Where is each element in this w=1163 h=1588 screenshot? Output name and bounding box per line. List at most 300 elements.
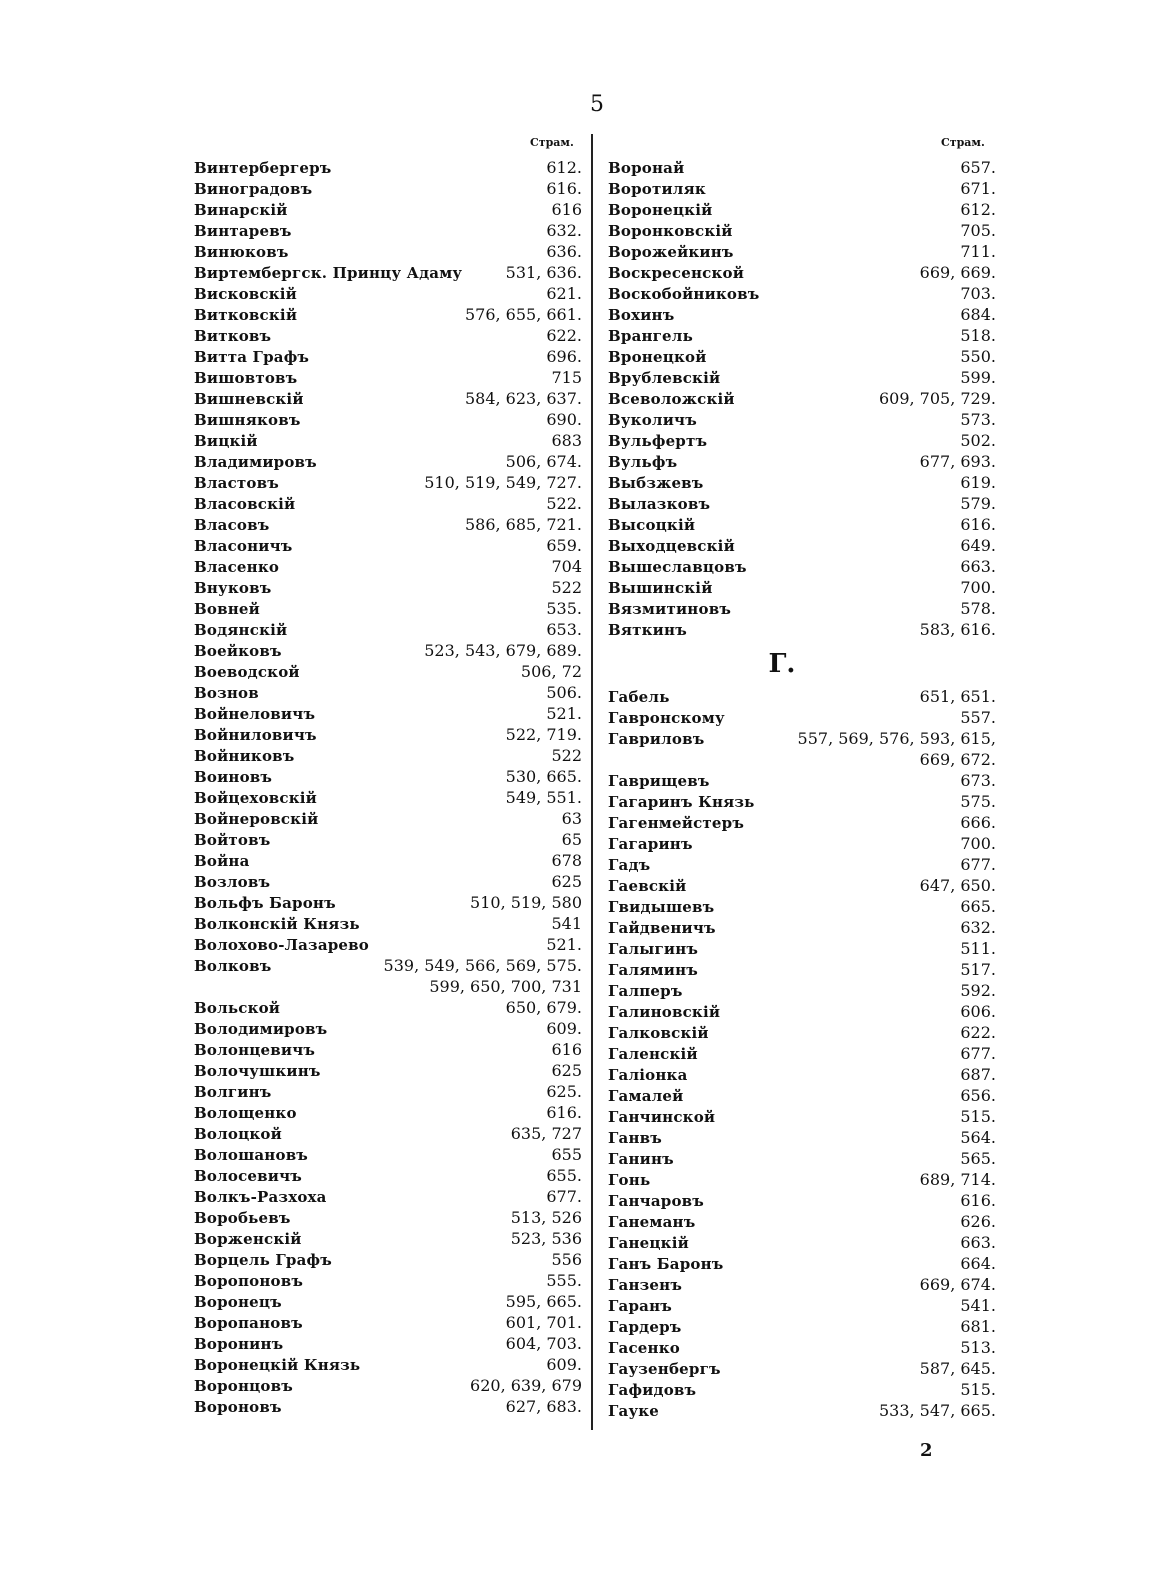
index-entry (194, 872, 582, 893)
index-entry (608, 876, 996, 897)
entry-pages: 673. (960, 771, 996, 790)
entry-pages: 616. (960, 1191, 996, 1210)
index-entry (608, 1002, 996, 1023)
entry-pages: 557. (960, 708, 996, 727)
index-entry (608, 473, 996, 494)
entry-name: Володимировъ (194, 1020, 328, 1038)
entry-pages: 665. (960, 897, 996, 916)
index-entry (608, 305, 996, 326)
index-entry (194, 935, 582, 956)
entry-name: Волковъ (194, 957, 272, 975)
index-entry (194, 1145, 582, 1166)
section-letter: Г. (768, 649, 796, 679)
index-entry (194, 410, 582, 431)
entry-name: Волоцкой (194, 1125, 282, 1143)
entry-name: Галіонка (608, 1066, 688, 1084)
entry-name: Вышеславцовъ (608, 558, 747, 576)
entry-name: Волосевичъ (194, 1167, 302, 1185)
index-entry (608, 1107, 996, 1128)
index-entry (608, 1023, 996, 1044)
page-number: 5 (590, 92, 604, 117)
index-entry (608, 1296, 996, 1317)
entry-pages: 510, 519, 580 (470, 893, 582, 912)
index-entry (608, 284, 996, 305)
entry-pages: 575. (960, 792, 996, 811)
entry-name: Ганчаровъ (608, 1192, 704, 1210)
entry-name: Водянскій (194, 621, 288, 639)
index-entry (194, 347, 582, 368)
entry-name: Гвидышевъ (608, 898, 715, 916)
entry-pages: 622. (960, 1023, 996, 1042)
entry-pages: 515. (960, 1107, 996, 1126)
entry-pages: 669, 674. (919, 1275, 996, 1294)
index-entry (608, 792, 996, 813)
index-entry (194, 1334, 582, 1355)
entry-name: Гагаринъ Князь (608, 793, 755, 811)
entry-name: Гайдвеничъ (608, 919, 716, 937)
entry-pages: 616. (546, 179, 582, 198)
entry-pages: 612. (960, 200, 996, 219)
entry-name: Вохинъ (608, 306, 675, 324)
entry-pages: 535. (546, 599, 582, 618)
entry-name: Вольской (194, 999, 281, 1017)
right-column-header: Страм. (941, 136, 985, 149)
entry-pages: 583, 616. (919, 620, 996, 639)
signature-mark: 2 (920, 1440, 933, 1461)
index-entry (194, 1397, 582, 1418)
entry-pages: 619. (960, 473, 996, 492)
entry-name: Виноградовъ (194, 180, 313, 198)
entry-pages: 584, 623, 637. (464, 389, 582, 408)
index-entry (194, 767, 582, 788)
index-entry (608, 599, 996, 620)
index-entry (608, 494, 996, 515)
entry-pages: 704 (551, 557, 582, 576)
entry-name: Ганеманъ (608, 1213, 696, 1231)
entry-name: Гаевскій (608, 877, 687, 895)
index-entry (608, 708, 996, 729)
entry-pages: 609. (546, 1019, 582, 1038)
entry-name: Воеводской (194, 663, 300, 681)
index-entry (608, 729, 996, 750)
index-entry (194, 809, 582, 830)
entry-name: Воскобойниковъ (608, 285, 760, 303)
entry-pages: 655 (551, 1145, 582, 1164)
index-entry (608, 1338, 996, 1359)
entry-name: Гауке (608, 1402, 660, 1420)
entry-pages: 666. (960, 813, 996, 832)
entry-pages: 677. (546, 1187, 582, 1206)
entry-pages: 711. (960, 242, 996, 261)
index-entry (608, 1170, 996, 1191)
entry-name: Владимировъ (194, 453, 317, 471)
right-column (608, 158, 996, 1422)
entry-name: Гаранъ (608, 1297, 672, 1315)
index-entry (608, 620, 996, 641)
entry-name: Вознов (194, 684, 259, 702)
entry-pages: 517. (960, 960, 996, 979)
index-entry (194, 1271, 582, 1292)
entry-pages: 703. (960, 284, 996, 303)
index-entry (194, 578, 582, 599)
entry-pages: 690. (546, 410, 582, 429)
index-entry (608, 221, 996, 242)
entry-pages: 635, 727 (510, 1124, 582, 1143)
entry-pages: 556 (551, 1250, 582, 1269)
entry-pages: 616 (551, 200, 582, 219)
entry-pages: 626. (960, 1212, 996, 1231)
entry-pages: 620, 639, 679 (470, 1376, 582, 1395)
index-entry (608, 1275, 996, 1296)
index-entry (194, 179, 582, 200)
entry-name: Воротиляк (608, 180, 706, 198)
index-entry (608, 960, 996, 981)
entry-pages: 515. (960, 1380, 996, 1399)
index-entry (194, 830, 582, 851)
entry-name: Гафидовъ (608, 1381, 697, 1399)
entry-pages: 636. (546, 242, 582, 261)
entry-pages: 651, 651. (919, 687, 996, 706)
entry-name: Галиновскій (608, 1003, 721, 1021)
entry-pages: 506, 72 (520, 662, 582, 681)
index-entry (194, 1019, 582, 1040)
index-entry (608, 1359, 996, 1380)
index-entry (608, 939, 996, 960)
entry-pages: 579. (960, 494, 996, 513)
entry-pages: 656. (960, 1086, 996, 1105)
index-entry (194, 284, 582, 305)
index-entry (194, 998, 582, 1019)
index-entry (194, 221, 582, 242)
entry-name: Ганинъ (608, 1150, 674, 1168)
entry-name: Ворожейкинъ (608, 243, 734, 261)
right-column-bottom (608, 687, 996, 1422)
entry-pages: 684. (960, 305, 996, 324)
index-entry (608, 1233, 996, 1254)
entry-pages: 521. (546, 704, 582, 723)
entry-name: Воронцовъ (194, 1377, 293, 1395)
index-entry (194, 1166, 582, 1187)
entry-pages: 65 (561, 830, 582, 849)
entry-name: Винюковъ (194, 243, 289, 261)
index-entry (194, 788, 582, 809)
entry-name: Волошановъ (194, 1146, 309, 1164)
index-entry (194, 1040, 582, 1061)
entry-name: Воейковъ (194, 642, 282, 660)
entry-name: Винтербергеръ (194, 159, 332, 177)
entry-name: Гавриловъ (608, 730, 705, 748)
entry-pages: 609, 705, 729. (878, 389, 996, 408)
index-entry (608, 326, 996, 347)
index-entry (608, 158, 996, 179)
index-entry (608, 1317, 996, 1338)
entry-name: Воронецкій Князь (194, 1356, 361, 1374)
entry-pages: 578. (960, 599, 996, 618)
index-entry (608, 1149, 996, 1170)
index-entry (194, 242, 582, 263)
index-entry (194, 158, 582, 179)
entry-pages: 657. (960, 158, 996, 177)
entry-name: Вронецкой (608, 348, 707, 366)
entry-name: Вишовтовъ (194, 369, 298, 387)
index-entry (608, 263, 996, 284)
entry-name: Витковскій (194, 306, 298, 324)
entry-pages: 549, 551. (505, 788, 582, 807)
index-entry (194, 1082, 582, 1103)
index-entry (194, 914, 582, 935)
index-entry (608, 1191, 996, 1212)
entry-pages: 715 (551, 368, 582, 387)
entry-pages: 705. (960, 221, 996, 240)
entry-pages: 586, 685, 721. (464, 515, 582, 534)
entry-pages: 683 (551, 431, 582, 450)
entry-pages: 595, 665. (505, 1292, 582, 1311)
entry-name: Вовней (194, 600, 260, 618)
entry-pages: 541 (551, 914, 582, 933)
index-entry (608, 389, 996, 410)
entry-name: Габель (608, 688, 670, 706)
entry-name: Высоцкій (608, 516, 696, 534)
entry-pages: 632. (546, 221, 582, 240)
entry-name: Вуколичъ (608, 411, 697, 429)
entry-pages: 564. (960, 1128, 996, 1147)
index-entry (194, 956, 582, 977)
index-entry (608, 1044, 996, 1065)
entry-pages: 671. (960, 179, 996, 198)
entry-name: Вылазковъ (608, 495, 711, 513)
entry-name: Власоничъ (194, 537, 293, 555)
entry-pages: 677. (960, 855, 996, 874)
entry-pages: 522. (546, 494, 582, 513)
entry-pages: 663. (960, 1233, 996, 1252)
entry-name: Вульфъ (608, 453, 678, 471)
entry-name: Воронинъ (194, 1335, 284, 1353)
entry-pages: 616 (551, 1040, 582, 1059)
entry-name: Ворженскій (194, 1230, 302, 1248)
entry-name: Вольфъ Баронъ (194, 894, 336, 912)
entry-name: Гардеръ (608, 1318, 682, 1336)
entry-name: Воиновъ (194, 768, 273, 786)
entry-name: Выбзжевъ (608, 474, 704, 492)
entry-name: Волохово-Лазарево (194, 936, 369, 954)
entry-name: Врангель (608, 327, 693, 345)
index-entry (608, 834, 996, 855)
entry-name: Ганвъ (608, 1129, 662, 1147)
entry-pages: 550. (960, 347, 996, 366)
entry-name: Гамалей (608, 1087, 684, 1105)
entry-pages: 523, 543, 679, 689. (424, 641, 582, 660)
index-entry (194, 641, 582, 662)
entry-pages: 609. (546, 1355, 582, 1374)
entry-name: Власовскій (194, 495, 296, 513)
index-entry (194, 326, 582, 347)
entry-pages: 687. (960, 1065, 996, 1084)
entry-pages: 616. (960, 515, 996, 534)
entry-name: Войниковъ (194, 747, 295, 765)
entry-name: Гасенко (608, 1339, 680, 1357)
entry-pages: 599, 650, 700, 731 (429, 977, 582, 996)
index-entry (194, 1208, 582, 1229)
index-entry (608, 1401, 996, 1422)
entry-name: Гаврищевъ (608, 772, 710, 790)
entry-name: Воропановъ (194, 1314, 303, 1332)
entry-pages: 625 (551, 1061, 582, 1080)
entry-name: Волконскій Князь (194, 915, 360, 933)
entry-name: Винтаревъ (194, 222, 292, 240)
entry-pages: 700. (960, 834, 996, 853)
entry-pages: 625. (546, 1082, 582, 1101)
entry-pages: 700. (960, 578, 996, 597)
index-entry (608, 750, 996, 771)
entry-name: Волонцевичъ (194, 1041, 316, 1059)
entry-pages: 677, 693. (919, 452, 996, 471)
entry-pages: 616. (546, 1103, 582, 1122)
entry-name: Воропоновъ (194, 1272, 304, 1290)
entry-name: Ганъ Баронъ (608, 1255, 724, 1273)
entry-name: Воронай (608, 159, 685, 177)
left-column (194, 158, 582, 1418)
entry-pages: 539, 549, 566, 569, 575. (383, 956, 582, 975)
entry-pages: 599. (960, 368, 996, 387)
entry-name: Войнеровскій (194, 810, 319, 828)
index-entry (194, 1187, 582, 1208)
entry-name: Война (194, 852, 250, 870)
entry-name: Выходцевскій (608, 537, 735, 555)
index-entry (608, 687, 996, 708)
index-entry (194, 494, 582, 515)
entry-name: Воронковскій (608, 222, 733, 240)
entry-name: Гагаринъ (608, 835, 693, 853)
index-entry (194, 1355, 582, 1376)
entry-pages: 63 (561, 809, 582, 828)
entry-pages: 681. (960, 1317, 996, 1336)
entry-pages: 659. (546, 536, 582, 555)
entry-pages: 669, 672. (919, 750, 996, 769)
index-entry (194, 1061, 582, 1082)
index-entry (194, 746, 582, 767)
index-entry (194, 1124, 582, 1145)
entry-pages: 511. (960, 939, 996, 958)
entry-pages: 523, 536 (510, 1229, 582, 1248)
index-entry (608, 813, 996, 834)
entry-pages: 541. (960, 1296, 996, 1315)
entry-pages: 655. (546, 1166, 582, 1185)
entry-name: Всеволожскій (608, 390, 735, 408)
entry-name: Гагенмейстеръ (608, 814, 745, 832)
index-entry (194, 1103, 582, 1124)
entry-pages: 513, 526 (510, 1208, 582, 1227)
entry-name: Вышинскій (608, 579, 713, 597)
entry-name: Вицкій (194, 432, 258, 450)
index-entry (608, 1128, 996, 1149)
index-entry (194, 977, 582, 998)
index-entry (194, 662, 582, 683)
index-entry (194, 452, 582, 473)
entry-name: Галенскій (608, 1045, 698, 1063)
entry-name: Ганчинской (608, 1108, 716, 1126)
entry-pages: 678 (551, 851, 582, 870)
index-entry (608, 1380, 996, 1401)
entry-name: Вяткинъ (608, 621, 687, 639)
index-entry (608, 578, 996, 599)
entry-name: Ворцель Графъ (194, 1251, 332, 1269)
entry-name: Войцеховскій (194, 789, 317, 807)
column-divider (591, 134, 593, 1430)
index-entry (194, 305, 582, 326)
index-entry (194, 263, 582, 284)
entry-pages: 621. (546, 284, 582, 303)
entry-name: Витковъ (194, 327, 272, 345)
index-entry (608, 200, 996, 221)
entry-name: Галковскій (608, 1024, 709, 1042)
entry-name: Виртембергск. Принцу Адаму (194, 264, 463, 282)
entry-name: Воронецъ (194, 1293, 282, 1311)
entry-pages: 677. (960, 1044, 996, 1063)
entry-pages: 689, 714. (919, 1170, 996, 1189)
index-entry (194, 893, 582, 914)
entry-name: Воскресенской (608, 264, 745, 282)
entry-pages: 502. (960, 431, 996, 450)
index-entry (194, 1313, 582, 1334)
entry-pages: 518. (960, 326, 996, 345)
entry-pages: 653. (546, 620, 582, 639)
entry-name: Волощенко (194, 1104, 297, 1122)
entry-name: Гонь (608, 1171, 651, 1189)
index-entry (608, 981, 996, 1002)
index-entry (194, 704, 582, 725)
entry-pages: 664. (960, 1254, 996, 1273)
index-entry (194, 557, 582, 578)
right-column-top (608, 158, 996, 641)
index-entry (608, 855, 996, 876)
entry-name: Войтовъ (194, 831, 271, 849)
entry-name: Власовъ (194, 516, 270, 534)
entry-name: Воробьевъ (194, 1209, 291, 1227)
index-entry (194, 599, 582, 620)
entry-name: Висковскій (194, 285, 297, 303)
entry-name: Галыгинъ (608, 940, 699, 958)
entry-pages: 506, 674. (505, 452, 582, 471)
index-entry (608, 368, 996, 389)
entry-pages: 601, 701. (505, 1313, 582, 1332)
entry-pages: 669, 669. (919, 263, 996, 282)
index-entry (194, 620, 582, 641)
entry-pages: 555. (546, 1271, 582, 1290)
entry-name: Вишневскій (194, 390, 304, 408)
entry-pages: 604, 703. (505, 1334, 582, 1353)
entry-pages: 533, 547, 665. (878, 1401, 996, 1420)
index-entry (608, 179, 996, 200)
entry-name: Вязмитиновъ (608, 600, 732, 618)
entry-pages: 522, 719. (505, 725, 582, 744)
entry-pages: 565. (960, 1149, 996, 1168)
entry-pages: 506. (546, 683, 582, 702)
entry-name: Гадъ (608, 856, 651, 874)
entry-name: Вороновъ (194, 1398, 282, 1416)
entry-pages: 587, 645. (919, 1359, 996, 1378)
index-entry (194, 200, 582, 221)
entry-pages: 627, 683. (505, 1397, 582, 1416)
entry-pages: 557, 569, 576, 593, 615, (797, 729, 996, 748)
index-entry (194, 851, 582, 872)
entry-pages: 622. (546, 326, 582, 345)
entry-name: Войнеловичъ (194, 705, 316, 723)
index-entry (194, 1250, 582, 1271)
entry-name: Властовъ (194, 474, 279, 492)
entry-pages: 606. (960, 1002, 996, 1021)
entry-name: Вишняковъ (194, 411, 301, 429)
index-entry (194, 515, 582, 536)
